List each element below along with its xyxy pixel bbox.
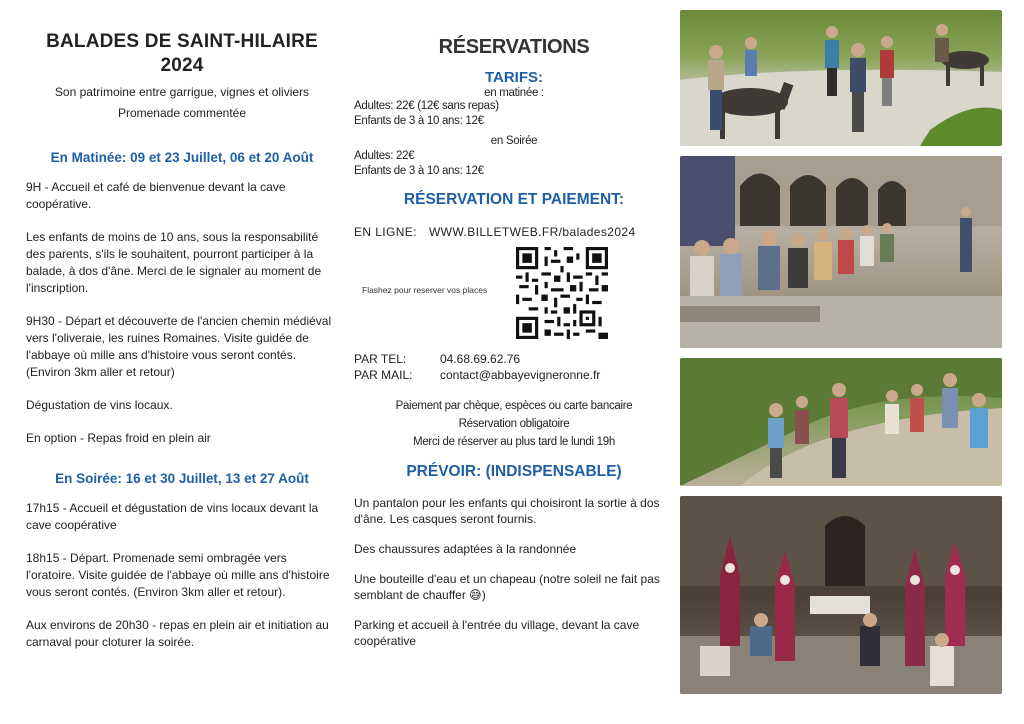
photo-donkey-walk <box>680 10 1002 146</box>
photo-abbey-cloister <box>680 156 1002 348</box>
prevoir-item-shoes: Des chaussures adaptées à la randonnée <box>354 542 577 556</box>
tarif-soiree-label: en Soirée <box>490 135 538 147</box>
matinee-item-option-meal: En option - Repas froid en plein air <box>26 431 211 445</box>
matinee-item-children: Les enfants de moins de 10 ans, sous la responsabilité des parents, s'ils le souhaitent, pourront participer à la balade, à dos d'âne. Merci de le signaler au moment de l'inscription. <box>26 230 322 295</box>
matinee-item-tasting: Dégustation de vins locaux. <box>26 398 173 412</box>
phone-label: PAR TEL: <box>354 352 407 366</box>
reservation-payment-title: RÉSERVATION ET PAIEMENT: <box>403 191 625 208</box>
soiree-heading: En Soirée: 16 et 30 Juillet, 13 et 27 Août <box>55 471 309 486</box>
mail-label: PAR MAIL: <box>354 368 413 382</box>
matinee-item-departure: 9H30 - Départ et découverte de l'ancien chemin médiéval vers l'oliveraie, les ruines Romaines. Visite guidée de l'abbaye où mille ans d'histoire vous seront contés. (Environ 3km aller et retour) <box>26 314 332 379</box>
soiree-item-welcome: 17h15 - Accueil et dégustation de vins locaux devant la cave coopérative <box>26 501 319 532</box>
tarifs-title: TARIFS: <box>484 69 544 86</box>
online-url-link[interactable]: WWW.BILLETWEB.FR/balades2024 <box>428 225 636 239</box>
tarif-matinee-adult: Adultes: 22€ (12€ sans repas) <box>354 100 499 112</box>
prevoir-item-water-hat: Une bouteille d'eau et un chapeau (notre soleil ne fait pas semblant de chauffer 😅) <box>354 572 660 602</box>
tarif-matinee-child: Enfants de 3 à 10 ans: 12€ <box>354 115 484 127</box>
tarif-soiree-adult: Adultes: 22€ <box>354 150 415 162</box>
payment-methods: Paiement par chèque, espèces ou carte bancaire <box>395 400 633 412</box>
prevoir-item-parking: Parking et accueil à l'entrée du village, devant la cave coopérative <box>354 618 640 648</box>
qr-caption: Flashez pour reserver vos places <box>362 285 488 295</box>
matinee-heading: En Matinée: 09 et 23 Juillet, 06 et 20 Août <box>50 150 314 165</box>
matinee-item-welcome: 9H - Accueil et café de bienvenue devant la cave coopérative. <box>26 180 286 211</box>
tarif-soiree-child: Enfants de 3 à 10 ans: 12€ <box>354 165 484 177</box>
mail-line <box>354 367 674 383</box>
prevoir-item-trousers: Un pantalon pour les enfants qui choisiront la sortie à dos d'âne. Les casques seront fournis. <box>354 496 660 526</box>
payment-info <box>354 397 674 451</box>
soiree-item-departure: 18h15 - Départ. Promenade semi ombragée vers l'oratoire. Visite guidée de l'abbaye où mille ans d'histoire vous seront contés. (Environ 3km aller et retour). <box>26 551 330 599</box>
phone-line <box>354 351 674 367</box>
photo-column <box>680 10 1002 704</box>
photo-carnival-evening <box>680 496 1002 694</box>
program-column <box>26 30 338 667</box>
photo-path-group <box>680 358 1002 486</box>
reservations-title: RÉSERVATIONS <box>438 36 590 58</box>
reservation-deadline: Merci de réserver au plus tard le lundi 19h <box>413 436 615 448</box>
main-title-line1: BALADES DE SAINT-HILAIRE <box>46 31 318 52</box>
subtitle-guided-walk: Promenade commentée <box>117 106 247 120</box>
mail-address-link[interactable]: contact@abbayevigneronne.fr <box>440 368 601 382</box>
soiree-item-dinner: Aux environs de 20h30 - repas en plein air et initiation au carnaval pour cloturer la soirée. <box>26 618 329 649</box>
reservation-mandatory: Réservation obligatoire <box>458 418 570 430</box>
prevoir-list <box>354 495 674 649</box>
phone-number-link[interactable]: 04.68.69.62.76 <box>440 352 521 366</box>
qr-code-icon[interactable] <box>516 247 608 339</box>
qr-section <box>354 247 674 343</box>
subtitle-heritage: Son patrimoine entre garrigue, vignes et oliviers <box>54 85 310 99</box>
reservation-column <box>354 36 674 663</box>
main-title-year: 2024 <box>160 55 204 76</box>
online-booking-line <box>354 225 674 239</box>
prevoir-title: PRÉVOIR: (INDISPENSABLE) <box>406 463 622 480</box>
tarif-matinee-label: en matinée : <box>484 87 544 99</box>
online-label: EN LIGNE: <box>354 225 417 239</box>
